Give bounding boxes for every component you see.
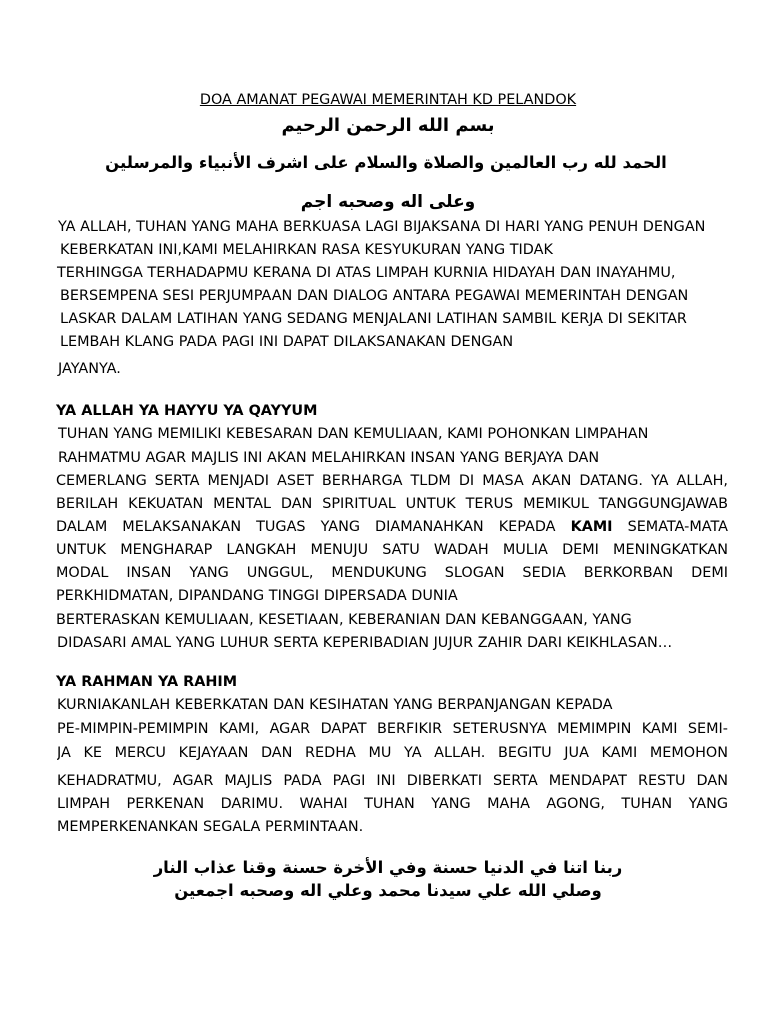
- arabic-closing-prayer: [0, 856, 768, 902]
- paragraph-line: PE-MIMPIN-PEMIMPIN KAMI, AGAR DAPAT BERFIKIR SETERUSNYA MEMIMPIN KAMI SEMI-: [57, 721, 728, 737]
- paragraph-line: CEMERLANG SERTA MENJADI ASET BERHARGA TLDM DI MASA AKAN DATANG. YA ALLAH,: [56, 473, 728, 489]
- paragraph-line: DIDASARI AMAL YANG LUHUR SERTA KEPERIBADIAN JUJUR ZAHIR DARI KEIKHLASAN…: [57, 635, 673, 651]
- paragraph-petition: [56, 423, 728, 655]
- paragraph-line: LIMPAH PERKENAN DARIMU. WAHAI TUHAN YANG MAHA AGONG, TUHAN YANG: [57, 796, 728, 812]
- paragraph-line: LASKAR DALAM LATIHAN YANG SEDANG MENJALANI LATIHAN SAMBIL KERJA DI SEKITAR: [60, 311, 687, 327]
- paragraph-line: KEHADRATMU, AGAR MAJLIS PADA PAGI INI DIBERKATI SERTA MENDAPAT RESTU DAN: [57, 773, 728, 789]
- arabic-closing-line: وصلي الله علي سيدنا محمد وعلي اله وصحبه اجمعين: [174, 881, 602, 900]
- paragraph-blessing: [56, 694, 728, 839]
- document-title: DOA AMANAT PEGAWAI MEMERINTAH KD PELANDOK: [199, 92, 577, 108]
- paragraph-line: BERILAH KEKUATAN MENTAL DAN SPIRITUAL UNTUK TERUS MEMIKUL TANGGUNGJAWAB: [56, 496, 728, 512]
- paragraph-line: TUHAN YANG MEMILIKI KEBESARAN DAN KEMULIAAN, KAMI POHONKAN LIMPAHAN: [58, 426, 649, 442]
- heading-ya-rahman-ya-rahim: YA RAHMAN YA RAHIM: [56, 674, 238, 690]
- paragraph-line: MODAL INSAN YANG UNGGUL, MENDUKUNG SLOGAN SEDIA BERKORBAN DEMI: [56, 565, 728, 581]
- paragraph-line: JA KE MERCU KEJAYAAN DAN REDHA MU YA ALLAH. BEGITU JUA KAMI MEMOHON: [57, 745, 728, 761]
- paragraph-line: BERSEMPENA SESI PERJUMPAAN DAN DIALOG ANTARA PEGAWAI MEMERINTAH DENGAN: [60, 288, 689, 304]
- paragraph-line: JAYANYA.: [58, 361, 121, 377]
- arabic-hamdalah: الحمد لله رب العالمين والصلاة والسلام على اشرف الأنبياء والمرسلين: [105, 153, 667, 172]
- heading-ya-allah-ya-hayyu: YA ALLAH YA HAYYU YA QAYYUM: [56, 403, 318, 419]
- paragraph-line: KEBERKATAN INI,KAMI MELAHIRKAN RASA KESYUKURAN YANG TIDAK: [60, 242, 553, 258]
- paragraph-line: RAHMATMU AGAR MAJLIS INI AKAN MELAHIRKAN INSAN YANG BERJAYA DAN: [58, 450, 600, 466]
- paragraph-line: LEMBAH KLANG PADA PAGI INI DAPAT DILAKSANAKAN DENGAN: [60, 334, 514, 350]
- paragraph-line: KURNIAKANLAH KEBERKATAN DAN KESIHATAN YANG BERPANJANGAN KEPADA: [57, 697, 613, 713]
- arabic-closing-line: ربنا اتنا في الدنيا حسنة وفي الأخرة حسنة وقنا عذاب النار: [153, 858, 623, 877]
- arabic-salawat: وعلى اله وصحبه اجم: [300, 192, 476, 212]
- paragraph-fragment: SEMATA-MATA: [627, 519, 728, 535]
- paragraph-line-with-emphasis: [56, 516, 728, 539]
- paragraph-line: TERHINGGA TERHADAPMU KERANA DI ATAS LIMPAH KURNIA HIDAYAH DAN INAYAHMU,: [57, 265, 676, 281]
- paragraph-fragment: DALAM MELAKSANAKAN TUGAS YANG DIAMANAHKAN KEPADA: [56, 519, 556, 535]
- paragraph-opening: [56, 216, 728, 381]
- paragraph-line: YA ALLAH, TUHAN YANG MAHA BERKUASA LAGI BIJAKSANA DI HARI YANG PENUH DENGAN: [58, 219, 706, 235]
- paragraph-line: UNTUK MENGHARAP LANGKAH MENUJU SATU WADAH MULIA DEMI MENINGKATKAN: [56, 542, 728, 558]
- paragraph-line: BERTERASKAN KEMULIAAN, KESETIAAN, KEBERANIAN DAN KEBANGGAAN, YANG: [56, 612, 632, 628]
- paragraph-line: PERKHIDMATAN, DIPANDANG TINGGI DIPERSADA DUNIA: [56, 588, 458, 604]
- emphasis-kami: KAMI: [570, 519, 613, 535]
- arabic-basmala: بسم الله الرحمن الرحيم: [281, 115, 495, 136]
- paragraph-line: MEMPERKENANKAN SEGALA PERMINTAAN.: [57, 819, 364, 835]
